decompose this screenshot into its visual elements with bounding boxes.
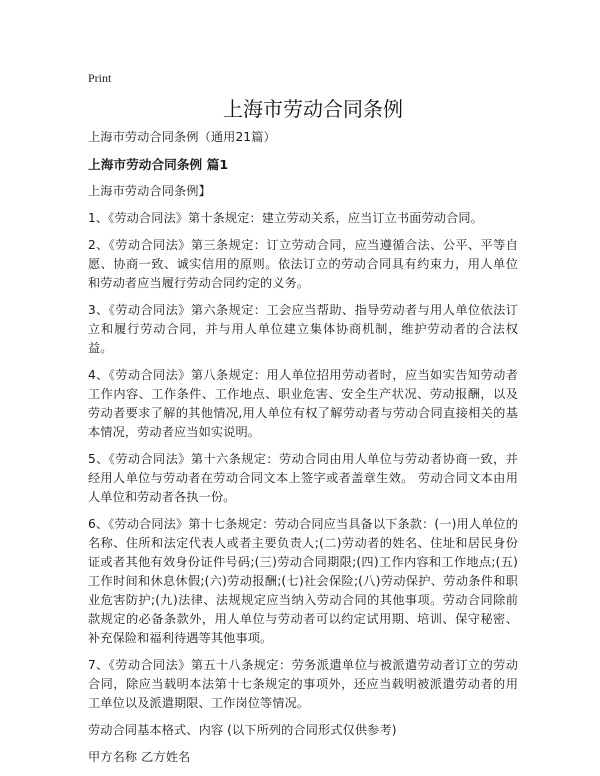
paragraph-4: 4、《劳动合同法》第八条规定：用人单位招用劳动者时，应当如实告知劳动者工作内容、工作条件、工作地点、职业危害、安全生产状况、劳动报酬，以及劳动者要求了解的其他情况,用人单位有权了解劳动者与劳动合同直接相关的基本情况，劳动者应当如实说明。 xyxy=(88,368,518,439)
paragraph-6: 6、《劳动合同法》第十七条规定：劳动合同应当具备以下条款：(一)用人单位的名称、住所和法定代表人或者主要负责人;(二)劳动者的姓名、住址和居民身份证或者其他有效身份证件号码;(三)劳动合同期限;(四)工作内容和工作地点;(五)工作时间和休息休假;(六)劳动报酬;(七)社会保险;(八)劳动保护、劳动条件和职业危害防护;(九)法律、法规规定应当纳入劳动合同的其他事项。劳动合同除前款规定的必备条款外，用人单位与劳动者可以约定试用期、培训、保守秘密、补充保险和福利待遇等其他事项。 xyxy=(88,517,518,645)
document-subtitle: 上海市劳动合同条例（通用21篇） xyxy=(88,130,276,144)
paragraph-2: 2、《劳动合同法》第三条规定：订立劳动合同，应当遵循合法、公平、平等自愿、协商一致、诚实信用的原则。依法订立的劳动合同具有约束力，用人单位和劳动者应当履行劳动合同约定的义务。 xyxy=(88,238,518,290)
document-page xyxy=(88,70,518,775)
document-title: 上海市劳动合同条例 xyxy=(223,97,403,121)
section-heading: 上海市劳动合同条例 篇1 xyxy=(88,157,229,172)
paragraph-3: 3、《劳动合同法》第六条规定：工会应当帮助、指导劳动者与用人单位依法订立和履行劳动合同，并与用人单位建立集体协商机制，维护劳动者的合法权益。 xyxy=(88,303,518,355)
parties-line: 甲方名称 乙方姓名 xyxy=(88,750,191,764)
paragraph-1: 1、《劳动合同法》第十条规定：建立劳动关系，应当订立书面劳动合同。 xyxy=(88,211,483,225)
paragraph-7: 7、《劳动合同法》第五十八条规定：劳务派遣单位与被派遣劳动者订立的劳动合同，除应当载明本法第十七条规定的事项外，还应当载明被派遣劳动者的用工单位以及派遣期限、工作岗位等情况。 xyxy=(88,658,518,710)
format-note: 劳动合同基本格式、内容 (以下所列的合同形式仅供参考) xyxy=(88,723,397,737)
intro-text: 上海市劳动合同条例】 xyxy=(88,184,211,198)
print-label: Print xyxy=(88,71,112,85)
paragraph-5: 5、《劳动合同法》第十六条规定：劳动合同由用人单位与劳动者协商一致，并经用人单位与劳动者在劳动合同文本上签字或者盖章生效。 劳动合同文本由用人单位和劳动者各执一份。 xyxy=(88,452,518,504)
